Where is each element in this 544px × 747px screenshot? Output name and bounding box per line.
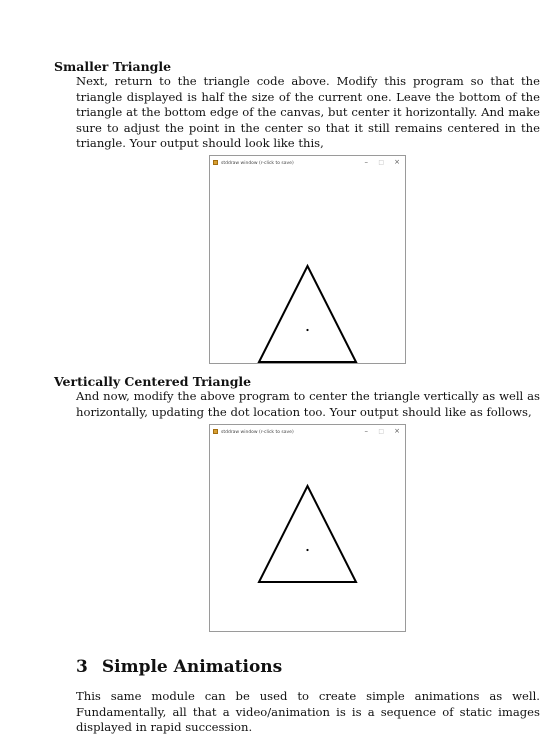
section-heading-simple-animations (76, 656, 282, 678)
minimize-button[interactable]: – (364, 427, 368, 435)
window-titlebar[interactable] (210, 425, 405, 439)
center-dot (306, 549, 308, 551)
center-dot (306, 329, 308, 331)
close-button[interactable]: × (394, 427, 400, 435)
app-icon (213, 160, 218, 165)
section-title: Simple Animations (101, 657, 283, 677)
subsection-heading-vertically-centered: Vertically Centered Triangle (54, 374, 252, 389)
maximize-button[interactable]: □ (378, 428, 384, 435)
maximize-button[interactable]: □ (378, 159, 384, 166)
stddraw-window-vertically-centered (209, 424, 406, 632)
window-titlebar[interactable] (210, 156, 405, 170)
simple-animations-paragraph: This same module can be used to create simple animations as well. Fundamentally, all that a video/animation is is a sequence of static images displayed in rapid succession. (76, 689, 540, 734)
drawing-canvas[interactable] (210, 170, 405, 363)
window-title: stddraw window (r-click to save) (221, 429, 294, 435)
smaller-triangle-paragraph: Next, return to the triangle code above. Modify this program so that the triangle displayed is half the size of the current one. Leave the bottom of the triangle at the bottom edge of the canvas, but center it horizontally. And make sure to adjust the point in the center so that it still remains centered in the triangle. Your output should look like this, (76, 74, 540, 150)
subsection-heading-smaller-triangle: Smaller Triangle (54, 59, 172, 74)
app-icon (213, 429, 218, 434)
close-button[interactable]: × (394, 158, 400, 166)
stddraw-window-smaller-triangle (209, 155, 406, 364)
minimize-button[interactable]: – (364, 158, 368, 166)
triangle-shape (259, 266, 356, 362)
vertically-centered-paragraph: And now, modify the above program to center the triangle vertically as well as horizontally, updating the dot location too. Your output should like as follows, (76, 389, 540, 419)
triangle-shape (259, 486, 356, 582)
section-number: 3 (76, 657, 88, 677)
drawing-canvas[interactable] (210, 439, 405, 631)
window-title: stddraw window (r-click to save) (221, 160, 294, 166)
